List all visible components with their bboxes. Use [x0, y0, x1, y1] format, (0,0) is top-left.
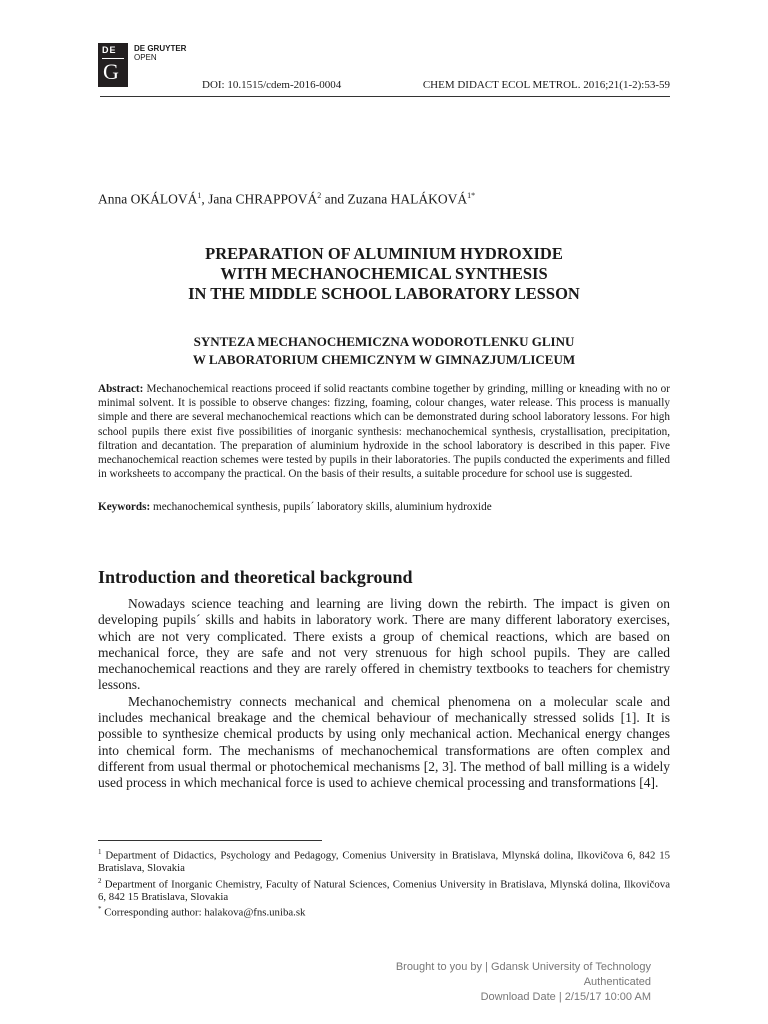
author-name: Jana CHRAPPOVÁ	[208, 191, 318, 207]
author-separator: and	[321, 191, 348, 207]
footnote-mark: 1	[98, 848, 102, 856]
author-list	[98, 191, 475, 208]
running-header	[100, 79, 670, 97]
footnote	[98, 903, 670, 919]
footnote-text: Corresponding author: halakova@fns.uniba.sk	[101, 906, 306, 919]
subtitle-line: W LABORATORIUM CHEMICZNYM W GIMNAZJUM/LICEUM	[192, 352, 576, 367]
section-heading: Introduction and theoretical background	[98, 567, 413, 587]
footnote-mark: 2	[98, 876, 102, 885]
footnote-rule	[98, 840, 322, 841]
author-name: Zuzana HALÁKOVÁ	[347, 191, 468, 207]
logo-mark-top: DE	[102, 45, 117, 55]
footnote-text: Department of Didactics, Psychology and Pedagogy, Comenius University in Bratislava, Mlynská dolina, Ilkovičova 6, 842 15 Bratislava, Slovakia	[98, 849, 670, 875]
title-line: PREPARATION OF ALUMINIUM HYDROXIDE	[205, 244, 563, 263]
logo-mark-letter: G	[103, 59, 119, 84]
abstract-text: Mechanochemical reactions proceed if solid reactants combine together by grinding, milling or kneading with no or minimal solvent. It is possible to observe changes: fizzing, foaming, colour changes, water release. This process is manually simple and there are several mechanochemical reactions which can be demonstrated during school laboratory lessons. For high school pupils there exist five possibilities of inorganic synthesis: mechanochemical synthesis, crystallisation, precipitation, filtration and decantation. The preparation of aluminium hydroxide in the school laboratory is described in this paper. Five mechanochemical reaction schemes were tested by pupils in their laboratories. The pupils conducted the experiments and filled in worksheets to accompany the practical. On the basis of their results, a suitable procedure for school use is suggested.	[98, 383, 670, 481]
logo-subline: OPEN	[134, 53, 157, 62]
paragraph: Mechanochemistry connects mechanical and chemical phenomena on a molecular scale and includes mechanical breakage and the chemical behaviour of mechanically stressed solids [1]. It is possible to synthesize chemical products by using only mechanical action. Mechanical energy changes into chemical form. The mechanisms of mechanochemical transformations are often complex and different from usual thermal or photochemical mechanisms [2, 3]. The method of ball milling is a widely used process in which mechanical force is used to achieve chemical processing and transformations [4].	[98, 693, 670, 791]
logo-publisher: DE GRUYTER	[134, 44, 187, 53]
keywords-label: Keywords:	[98, 501, 151, 513]
footnotes	[98, 846, 670, 919]
keywords	[98, 500, 670, 514]
paper-title	[98, 244, 670, 304]
body-text	[98, 596, 670, 792]
author-separator: ,	[201, 191, 209, 207]
footnote-text: Department of Inorganic Chemistry, Faculty of Natural Sciences, Comenius University in Bratislava, Mlynská dolina, Ilkovičova 6, 842 15 Bratislava, Slovakia	[98, 878, 670, 903]
abstract-label: Abstract:	[98, 383, 144, 395]
stamp-line: Download Date | 2/15/17 10:00 AM	[480, 991, 651, 1003]
doi: DOI: 10.1515/cdem-2016-0004	[202, 79, 342, 91]
footnote-mark: *	[98, 905, 102, 914]
paragraph: Nowadays science teaching and learning are living down the rebirth. The impact is given on developing pupils´ skills and habits in laboratory work. There are many different laboratory exercises, which are not very complicated. There exists a group of chemical reactions, which are based on mechanical force, they are safe and not very strenuous for high school pupils. They are called mechanochemical reactions and they are rarely offered in chemistry textbooks to teachers for chemistry lessons.	[98, 596, 670, 693]
affiliation-mark: 2	[317, 191, 322, 200]
stamp-line: Brought to you by | Gdansk University of Technology	[395, 961, 651, 973]
affiliation-mark: 1*	[467, 191, 476, 200]
abstract	[98, 382, 670, 481]
affiliation-mark: 1	[197, 191, 202, 200]
stamp-line: Authenticated	[583, 976, 651, 988]
download-stamp	[396, 960, 651, 1005]
footnote	[98, 875, 670, 904]
subtitle-line: SYNTEZA MECHANOCHEMICZNA WODOROTLENKU GLINU	[193, 334, 575, 349]
journal-citation: CHEM DIDACT ECOL METROL. 2016;21(1-2):53-59	[422, 79, 670, 91]
author-name: Anna OKÁLOVÁ	[98, 191, 198, 207]
title-line: WITH MECHANOCHEMICAL SYNTHESIS	[220, 264, 548, 283]
translated-title	[98, 333, 670, 369]
title-line: IN THE MIDDLE SCHOOL LABORATORY LESSON	[188, 284, 580, 303]
keywords-text: mechanochemical synthesis, pupils´ laboratory skills, aluminium hydroxide	[150, 501, 492, 513]
logo-wordmark	[134, 44, 186, 62]
footnote	[98, 846, 670, 875]
